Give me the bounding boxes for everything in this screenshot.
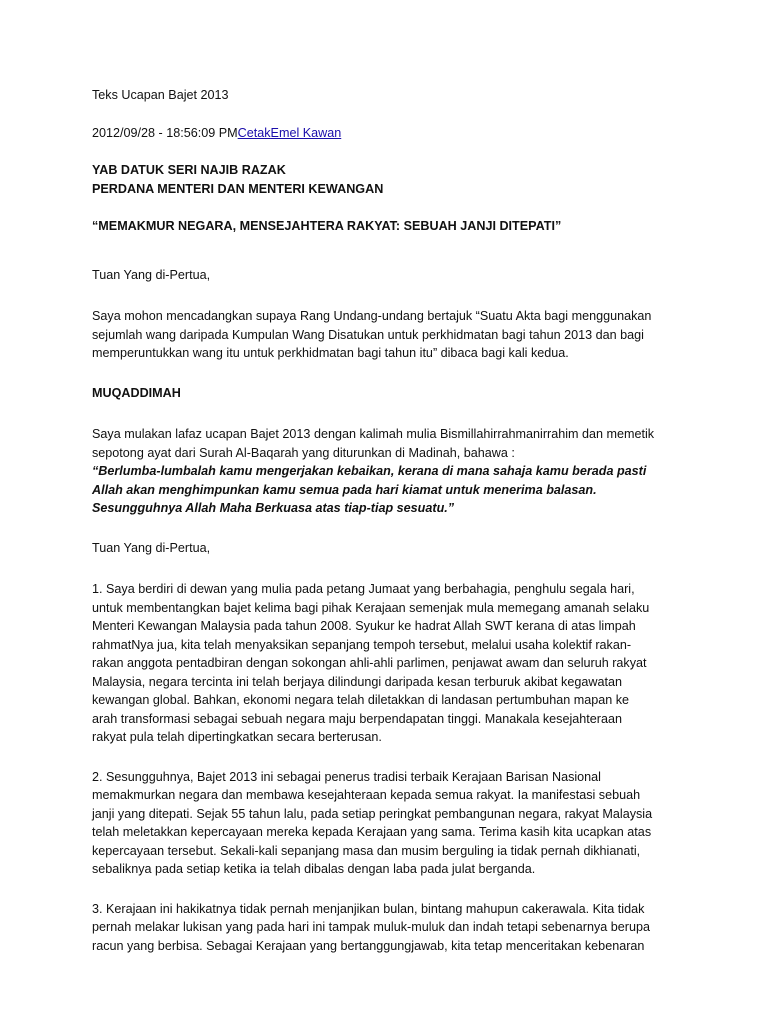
quote-line: Sesungguhnya Allah Maha Berkuasa atas tiap-tiap sesuatu.” [92,501,455,515]
paragraph-line: racun yang berbisa. Sebagai Kerajaan yang bertanggungjawab, kita tetap menceritakan kebenaran [92,938,645,953]
paragraph-line: kepercayaan tersebut. Sekali-kali sepanjang masa dan musim berguling ia tidak pernah dikhianati, [92,843,641,858]
paragraph-line: rakyat pula telah dipertingkatkan secara berterusan. [92,730,382,744]
speaker-position: PERDANA MENTERI DAN MENTERI KEWANGAN [92,181,384,196]
intro-paragraph [92,425,682,518]
speaker-block [92,161,682,198]
paragraph-line: untuk membentangkan bajet kelima bagi pihak Kerajaan semenjak mula memegang amanah selaku [92,600,650,615]
paragraph-line: telah meletakkan kepercayaan mereka kepada Kerajaan yang sama. Terima kasih kita ucapkan atas [92,825,652,839]
paragraph-line: memakmurkan negara dan membawa kesejahteraan kepada semua rakyat. Ia manifestasi sebuah [92,788,641,802]
speech-theme: “MEMAKMUR NEGARA, MENSEJAHTERA RAKYAT: SEBUAH JANJI DITEPATI” [92,219,562,233]
paragraph-line: 2. Sesungguhnya, Bajet 2013 ini sebagai penerus tradisi terbaik Kerajaan Barisan Nasional [92,769,601,784]
paragraph-line: kewangan global. Bahkan, ekonomi negara telah diletakkan di landasan pertumbuhan mapan ke [92,693,630,707]
paragraph-line: sejumlah wang daripada Kumpulan Wang Disatukan untuk perkhidmatan bagi tahun 2013 dan bagi [92,327,644,342]
paragraph-3 [92,900,682,956]
paragraph-line: Malaysia, negara tercinta ini telah berjaya dilindungi daripada kesan terburuk akibat kegawatan [92,674,622,689]
paragraph-line: Saya mohon mencadangkan supaya Rang Undang-undang bertajuk “Suatu Akta bagi menggunakan [92,309,652,323]
paragraph-line: sebaliknya pada setiap ketika ia telah dibalas dengan laba pada julat berganda. [92,862,536,876]
paragraph-line: 3. Kerajaan ini hakikatnya tidak pernah menjanjikan bulan, bintang mahupun cakerawala. Kita tidak [92,901,645,916]
email-friend-link[interactable]: Emel Kawan [270,125,342,140]
paragraph-line: pernah melakar lukisan yang pada hari ini tampak muluk-muluk dan indah tetapi sebenarnya berupa [92,920,650,934]
post-datetime: 2012/09/28 - 18:56:09 PM [92,125,238,140]
salutation-1: Tuan Yang di-Pertua, [92,267,211,282]
paragraph-line: arah transformasi sebagai sebuah negara maju berpendapatan tinggi. Manakala kesejahteraan [92,711,622,726]
salutation-2: Tuan Yang di-Pertua, [92,540,211,555]
speaker-name: YAB DATUK SERI NAJIB RAZAK [92,163,286,177]
document-title: Teks Ucapan Bajet 2013 [92,88,229,102]
paragraph-line: 1. Saya berdiri di dewan yang mulia pada petang Jumaat yang berbahagia, penghulu segala hari, [92,582,635,596]
paragraph-line: rakan anggota pentadbiran dengan sokongan ahli-ahli parlimen, penjawat awam dan seluruh rakyat [92,656,647,670]
paragraph-2 [92,768,682,879]
meta-row [92,124,682,143]
motion-paragraph [92,307,682,363]
paragraph-line: memperuntukkan wang itu untuk perkhidmatan bagi tahun itu” dibaca bagi kali kedua. [92,346,569,360]
paragraph-line: rahmatNya jua, kita telah menyaksikan sepanjang tempoh tersebut, melalui usaha kolektif rakan- [92,637,632,652]
paragraph-1 [92,580,682,747]
section-heading: MUQADDIMAH [92,385,181,400]
paragraph-line: janji yang ditepati. Sejak 55 tahun lalu, pada setiap peringkat pembangunan negara, rakyat Malaysia [92,806,653,821]
document-page [92,86,682,974]
print-link[interactable]: Cetak [237,125,271,140]
paragraph-line: sepotong ayat dari Surah Al-Baqarah yang diturunkan di Madinah, bahawa : [92,445,515,460]
quote-line: “Berlumba-lumbalah kamu mengerjakan kebaikan, kerana di mana sahaja kamu berada pasti [92,464,647,478]
paragraph-line: Menteri Kewangan Malaysia pada tahun 2008. Syukur ke hadrat Allah SWT kerana di atas limpah [92,619,636,633]
paragraph-line: Saya mulakan lafaz ucapan Bajet 2013 dengan kalimah mulia Bismillahirrahmanirrahim dan memetik [92,427,655,441]
quote-line: Allah akan menghimpunkan kamu semua pada hari kiamat untuk menerima balasan. [92,482,597,497]
